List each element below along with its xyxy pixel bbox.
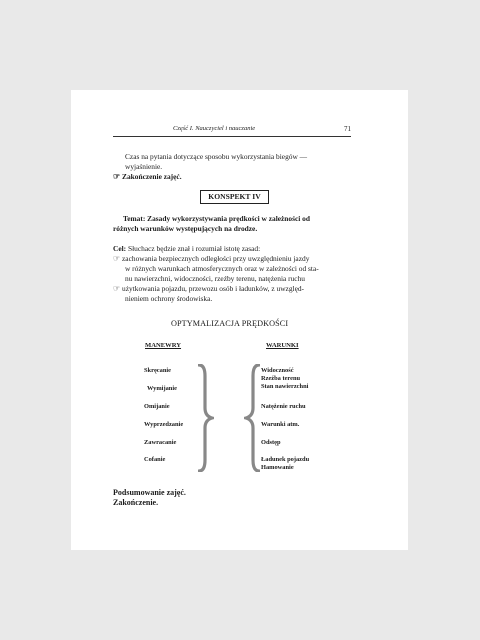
maneuver-item: Zawracanie (144, 439, 177, 446)
summary-line-2: Zakończenie. (113, 498, 159, 507)
bullet-1-line-2: w różnych warunkach atmosferycznych oraz w zależności od sta- (125, 264, 319, 273)
conditions-header: WARUNKI (266, 342, 299, 349)
cel-line (113, 244, 260, 253)
cel-label: Cel: (113, 244, 127, 253)
intro-line-2: wyjaśnienie. (125, 162, 163, 171)
pointing-hand-icon: ☞ (113, 284, 121, 293)
pointing-hand-icon: ☞ (113, 254, 121, 263)
maneuver-item: Wymijanie (147, 385, 177, 392)
closing-text: Zakończenie zajęć. (122, 172, 182, 181)
bullet-1-line-1: zachowania bezpiecznych odległości przy uwzględnieniu jazdy (122, 254, 310, 263)
intro-line-1: Czas na pytania dotyczące sposobu wykorzystania biegów — (125, 152, 308, 161)
maneuver-item: Omijanie (144, 403, 170, 410)
cel-text: Słuchacz będzie znał i rozumiał istotę zasad: (128, 244, 261, 253)
header-title: Część I. Nauczyciel i nauczanie (173, 125, 256, 132)
bullet-1-line-3: nu nawierzchni, widoczności, rzeźby terenu, natężenia ruchu (125, 274, 305, 283)
condition-item: Widoczność (261, 367, 294, 374)
diagram-title: OPTYMALIZACJA PRĘDKOŚCI (171, 319, 289, 328)
temat-line-1 (123, 214, 310, 223)
closing-line (113, 172, 182, 181)
maneuver-item: Wyprzedzanie (144, 421, 184, 428)
condition-item: Stan nawierzchni (261, 383, 309, 390)
bullet-2-line-1: użytkowania pojazdu, przewozu osób i ładunków, z uwzględ- (122, 284, 305, 293)
bullet-2-line-2: nieniem ochrony środowiska. (125, 294, 213, 303)
left-brace-icon (244, 364, 260, 472)
maneuvers-header: MANEWRY (145, 342, 182, 349)
summary-line-1: Podsumowanie zajęć. (113, 488, 186, 497)
book-page (71, 90, 408, 550)
condition-item: Natężenie ruchu (261, 403, 306, 410)
condition-item: Odstęp (261, 439, 281, 446)
condition-item: Rzeźba terenu (261, 375, 301, 382)
temat-label: Temat: (123, 214, 146, 223)
cel-bullet-2 (113, 284, 304, 293)
pointing-hand-icon: ☞ (113, 172, 121, 181)
condition-item: Hamowanie (261, 464, 294, 471)
maneuver-item: Cofanie (144, 456, 166, 463)
temat-line-2: różnych warunków występujących na drodze. (113, 224, 258, 233)
maneuver-item: Skręcanie (144, 367, 171, 374)
running-header (113, 125, 351, 137)
cel-bullet-1 (113, 254, 309, 263)
header-rule (113, 136, 351, 137)
condition-item: Warunki atm. (261, 421, 300, 428)
konspekt-box: KONSPEKT IV (200, 190, 269, 204)
right-brace-icon (198, 364, 214, 472)
page-number: 71 (344, 125, 351, 133)
temat-text-1: Zasady wykorzystywania prędkości w zależności od (147, 214, 310, 223)
condition-item: Ładunek pojazdu (261, 456, 310, 463)
